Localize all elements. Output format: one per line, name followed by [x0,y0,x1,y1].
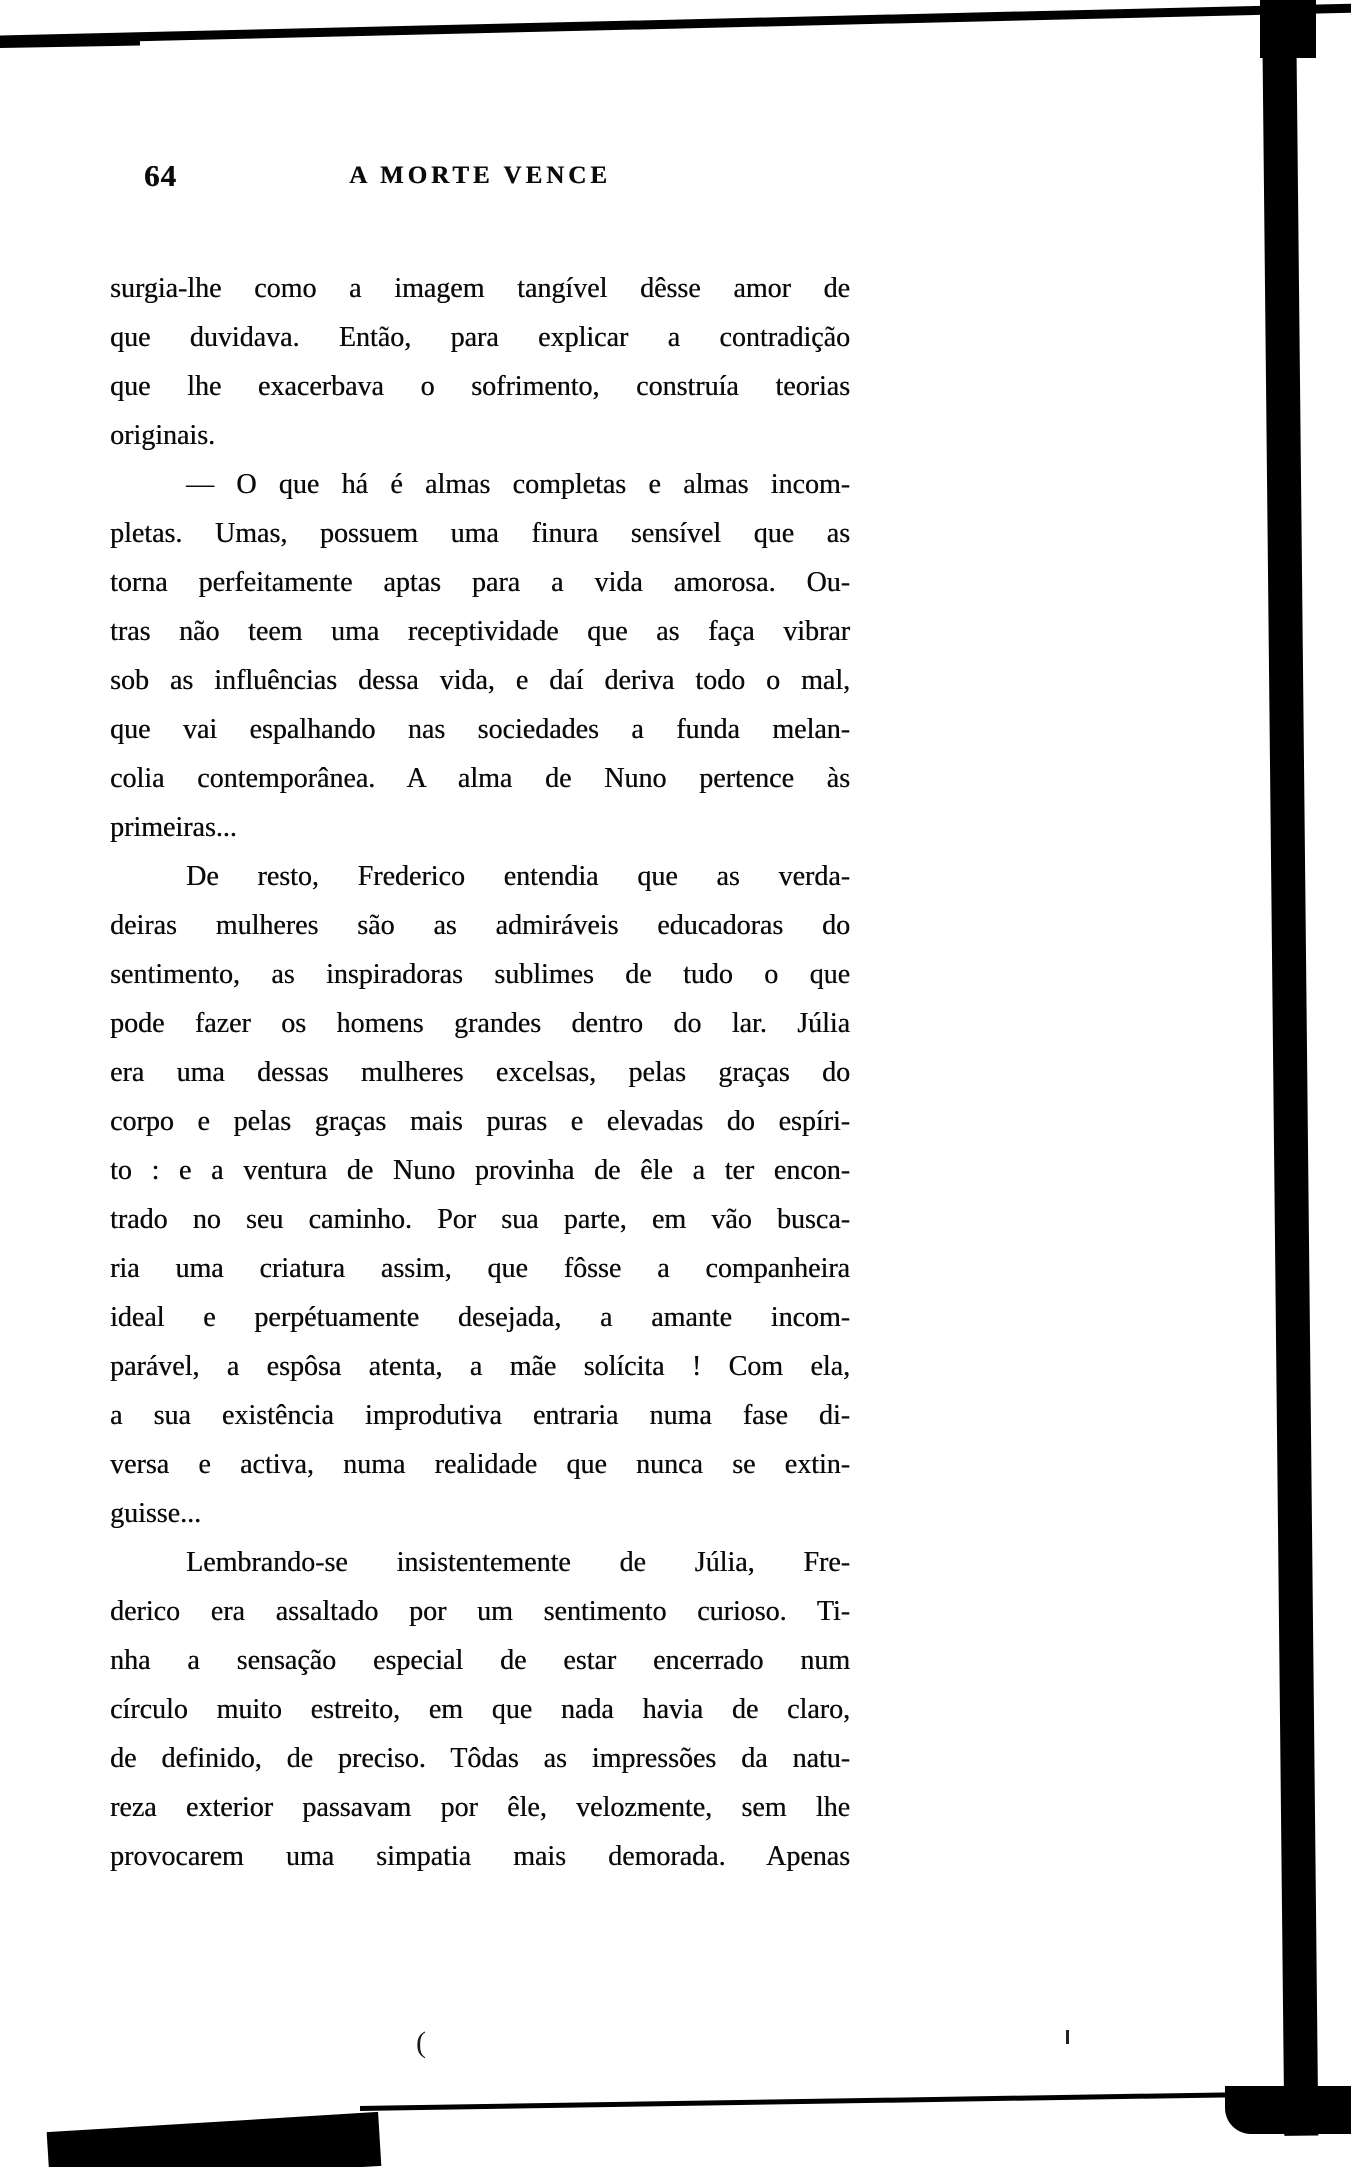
text-line: versa e activa, numa realidade que nunca se extin- [110,1449,850,1480]
text-line: que duvidava. Então, para explicar a contradição [110,322,850,353]
text-line: deiras mulheres são as admiráveis educadoras do [110,910,850,941]
text-line: círculo muito estreito, em que nada havia de claro, [110,1694,850,1725]
text-line: nha a sensação especial de estar encerrado num [110,1645,850,1676]
text-line: reza exterior passavam por êle, velozmente, sem lhe [110,1792,850,1823]
text-line: que lhe exacerbava o sofrimento, construía teorias [110,371,850,402]
text-line: derico era assaltado por um sentimento curioso. Ti- [110,1596,850,1627]
bottom-right-corner-artifact [1225,2086,1351,2134]
text-line: torna perfeitamente aptas para a vida amorosa. Ou- [110,567,850,598]
text-line: to : e a ventura de Nuno provinha de êle a ter encon- [110,1155,850,1186]
text-line: ria uma criatura assim, que fôsse a companheira [110,1253,850,1284]
stray-paren-mark: ( [416,2026,426,2059]
text-line: trado no seu caminho. Por sua parte, em vão busca- [110,1204,850,1235]
text-line: — O que há é almas completas e almas incom- [186,469,850,500]
text-line: sob as influências dessa vida, e daí deriva todo o mal, [110,665,850,696]
text-line: de definido, de preciso. Tôdas as impressões da natu- [110,1743,850,1774]
text-line: surgia-lhe como a imagem tangível dêsse amor de [110,273,850,304]
text-line: que vai espalhando nas sociedades a funda melan- [110,714,850,745]
bottom-edge-rule-artifact [360,2092,1280,2111]
text-line: era uma dessas mulheres excelsas, pelas graças do [110,1057,850,1088]
text-column [110,264,850,1881]
text-line: corpo e pelas graças mais puras e elevadas do espíri- [110,1106,850,1137]
text-line: sentimento, as inspiradoras sublimes de tudo o que [110,959,850,990]
text-line: De resto, Frederico entendia que as verda- [186,861,850,892]
top-edge-rule-artifact [0,3,1351,45]
top-right-corner-artifact [1260,0,1316,58]
bottom-left-bar-artifact [47,2112,382,2167]
text-line: pode fazer os homens grandes dentro do lar. Júlia [110,1008,850,1039]
top-edge-rule-stub-artifact [0,41,140,48]
text-line: pletas. Umas, possuem uma finura sensível que as [110,518,850,549]
text-line: parável, a espôsa atenta, a mãe solícita ! Com ela, [110,1351,850,1382]
text-line: tras não teem uma receptividade que as faça vibrar [110,616,850,647]
page-number: 64 [144,158,177,193]
text-line: originais. [110,420,215,451]
text-line: guisse... [110,1498,201,1529]
page-header [110,158,850,200]
text-line: ideal e perpétuamente desejada, a amante incom- [110,1302,850,1333]
text-line: a sua existência improdutiva entraria numa fase di- [110,1400,850,1431]
text-line: primeiras... [110,812,237,843]
text-line: provocarem uma simpatia mais demorada. Apenas [110,1841,850,1872]
right-gutter-shadow-artifact [1262,0,1318,2136]
ink-speck [1066,2030,1069,2044]
running-title: A MORTE VENCE [349,162,611,189]
text-line: Lembrando-se insistentemente de Júlia, Fre- [186,1547,850,1578]
text-line: colia contemporânea. A alma de Nuno pertence às [110,763,850,794]
